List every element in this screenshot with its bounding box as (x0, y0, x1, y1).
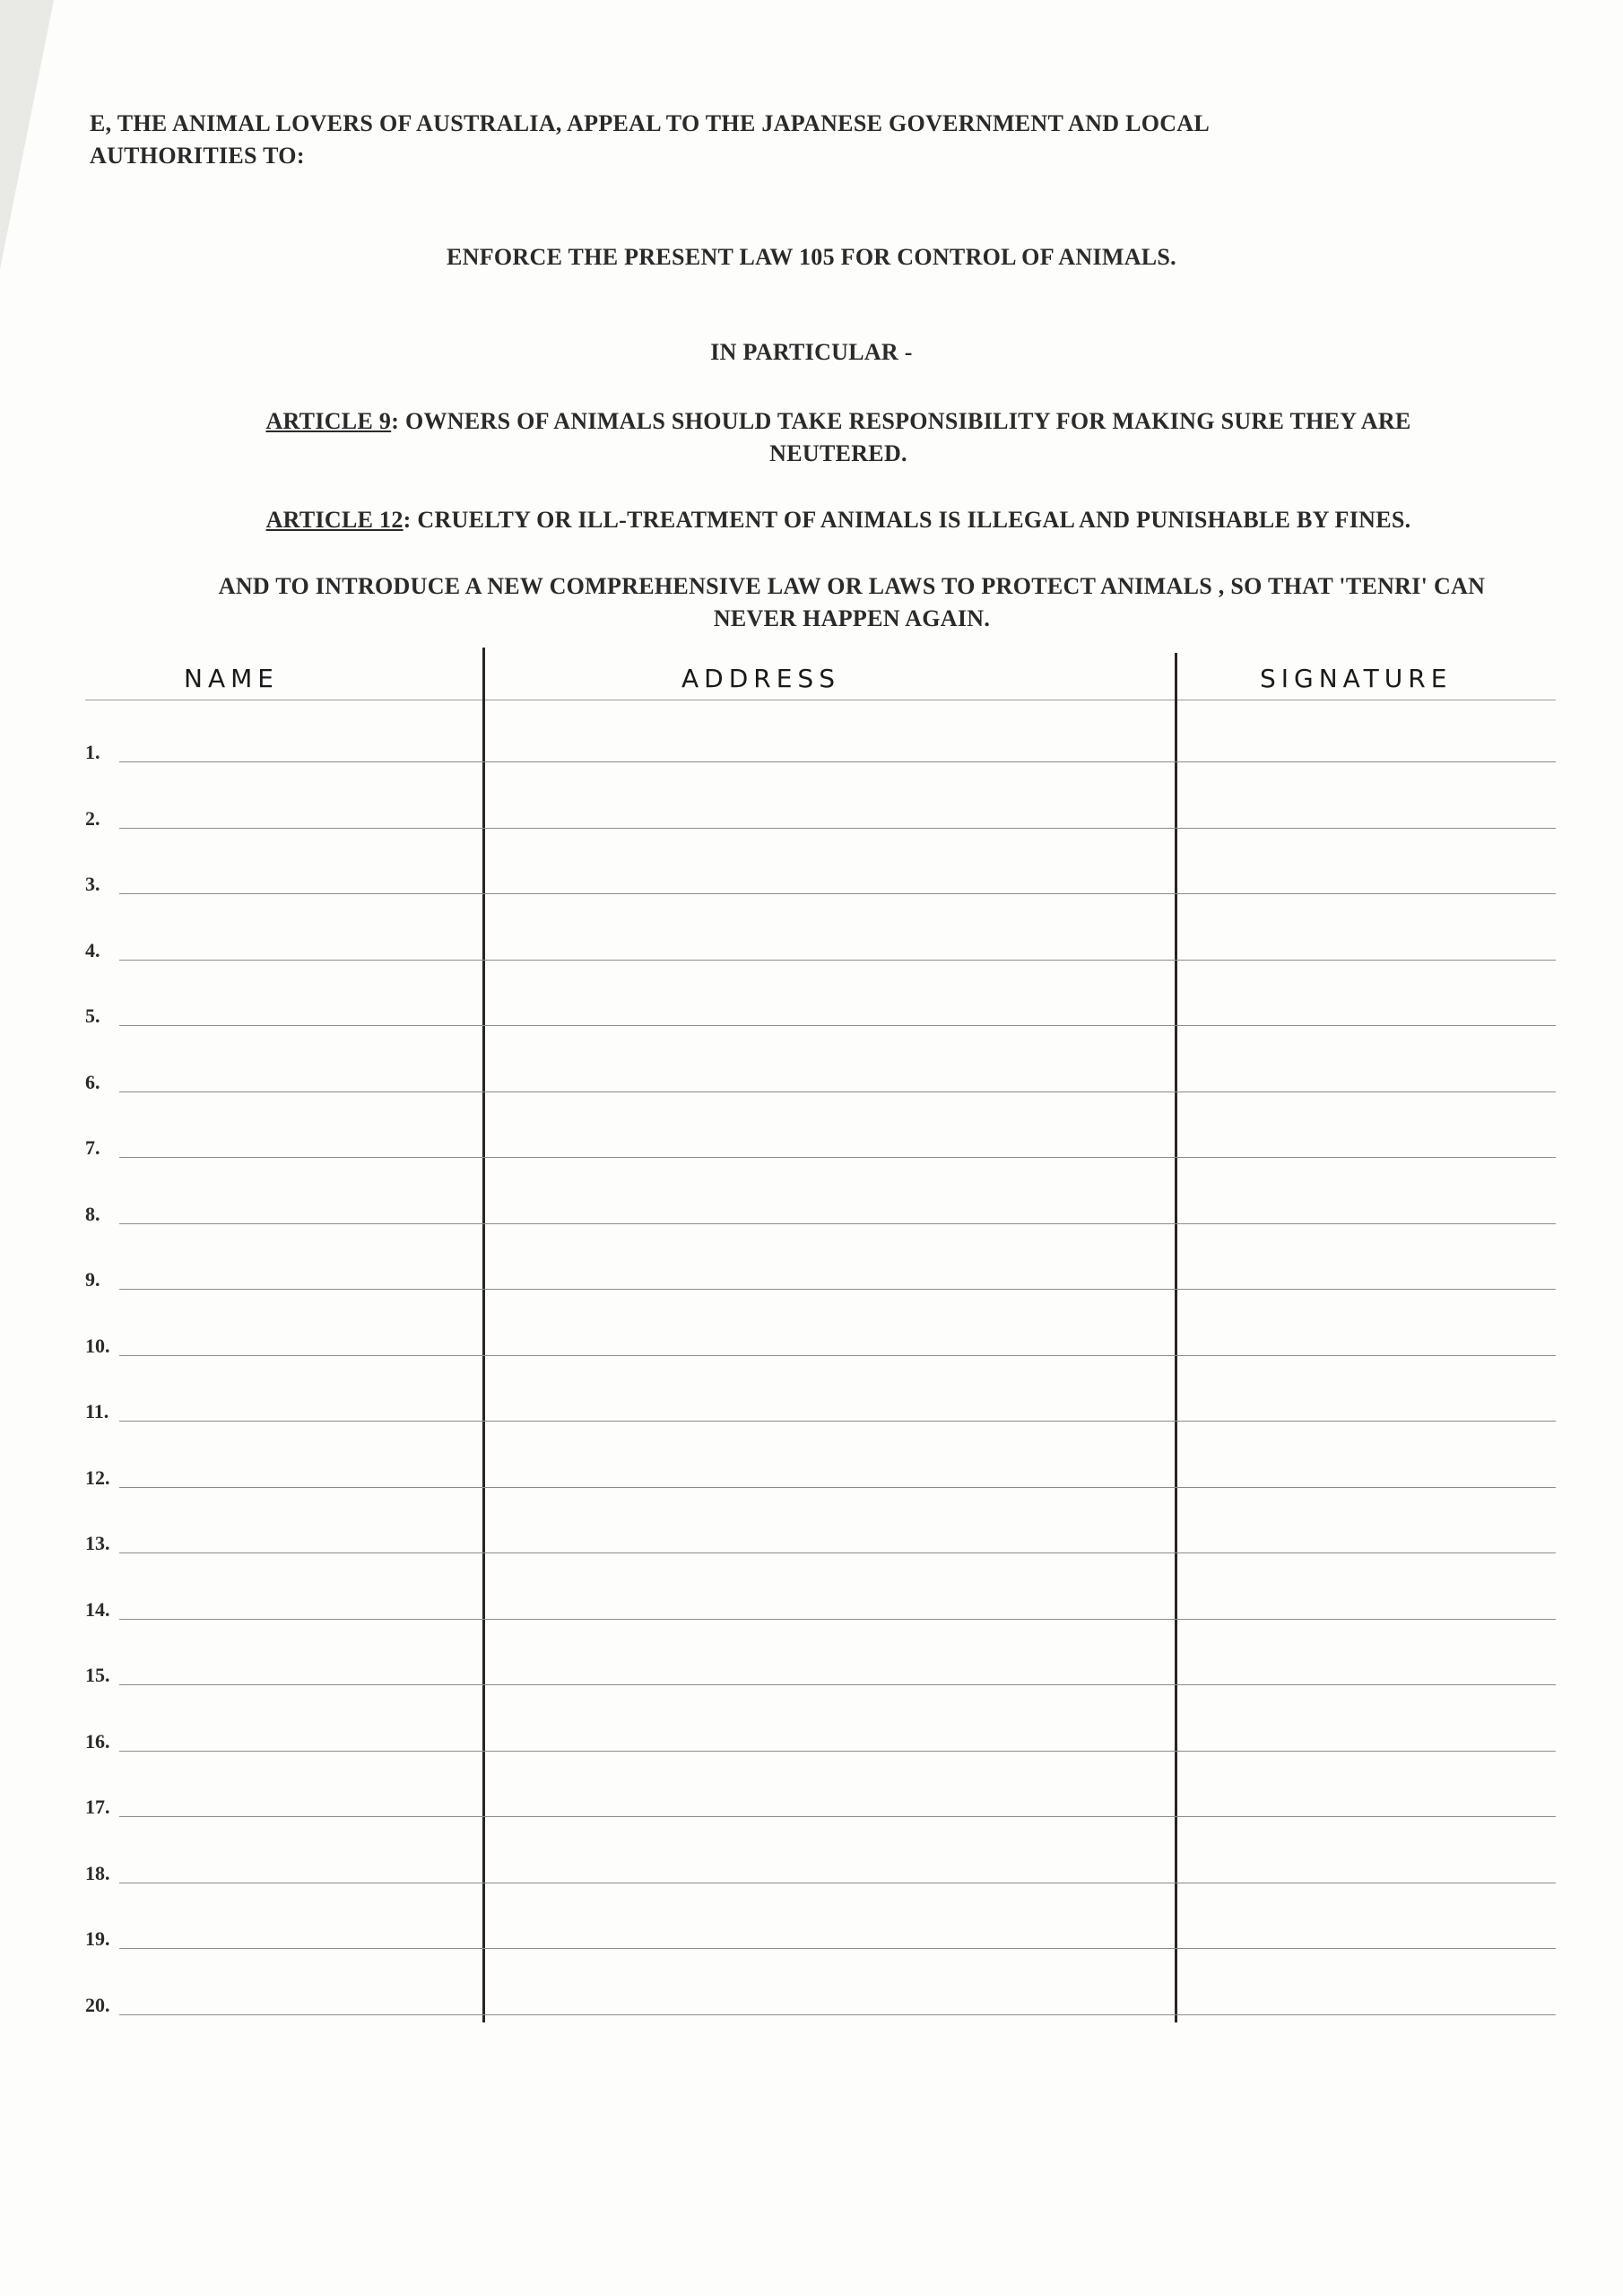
row-number: 3. (85, 873, 100, 895)
row-rule (119, 1684, 1556, 1685)
row-rule (119, 1619, 1556, 1620)
row-number: 8. (85, 1202, 100, 1225)
signature-row[interactable] (85, 990, 1556, 1026)
article-9-label: ARTICLE 9 (265, 408, 392, 434)
signature-row[interactable] (85, 1913, 1556, 1949)
row-number: 2. (85, 806, 100, 830)
row-number: 18. (85, 1861, 110, 1884)
row-number: 9. (85, 1268, 100, 1291)
row-rule (119, 1223, 1556, 1224)
row-rule (119, 893, 1556, 894)
row-rule (119, 1091, 1556, 1092)
row-rule (119, 1487, 1556, 1488)
row-number: 10. (85, 1334, 110, 1357)
row-rule (119, 2014, 1556, 2015)
row-number: 1. (85, 741, 100, 763)
article-12 (112, 504, 1565, 536)
row-rule (119, 960, 1556, 961)
row-number: 20. (85, 1993, 110, 2016)
article-12-label: ARTICLE 12 (265, 507, 404, 533)
row-number: 11. (85, 1400, 109, 1422)
row-number: 13. (85, 1532, 110, 1554)
intro-line-1: E, THE ANIMAL LOVERS OF AUSTRALIA, APPEAL TO THE JAPANESE GOVERNMENT AND LOCAL (90, 110, 1211, 136)
signature-row[interactable] (85, 1649, 1556, 1685)
signature-row[interactable] (85, 1518, 1556, 1553)
enforce-heading: ENFORCE THE PRESENT LAW 105 FOR CONTROL OF ANIMALS. (447, 244, 1176, 270)
row-number: 7. (85, 1136, 100, 1159)
signature-row[interactable] (85, 1122, 1556, 1158)
signature-row[interactable] (85, 858, 1556, 894)
row-number: 16. (85, 1729, 110, 1752)
row-number: 14. (85, 1597, 110, 1621)
closing-line-1: AND TO INTRODUCE A NEW COMPREHENSIVE LAW OR LAWS TO PROTECT ANIMALS , SO THAT 'TENRI' CAN (218, 573, 1486, 599)
article-9-text: : OWNERS OF ANIMALS SHOULD TAKE RESPONSIBILITY FOR MAKING SURE THEY ARE (391, 408, 1411, 434)
row-number: 12. (85, 1465, 110, 1489)
row-rule (119, 1157, 1556, 1158)
row-number: 19. (85, 1927, 110, 1950)
article-12-text: : CRUELTY OR ILL-TREATMENT OF ANIMALS IS ILLEGAL AND PUNISHABLE BY FINES. (403, 507, 1411, 533)
column-header-name: NAME (184, 664, 279, 693)
signature-row[interactable] (85, 1386, 1556, 1422)
row-number: 5. (85, 1004, 100, 1027)
signature-row[interactable] (85, 1452, 1556, 1488)
signature-row[interactable] (85, 1716, 1556, 1752)
row-number: 17. (85, 1796, 110, 1818)
row-rule (119, 1552, 1556, 1553)
row-number: 6. (85, 1070, 100, 1093)
signature-row[interactable] (85, 726, 1556, 762)
row-rule (119, 828, 1556, 829)
row-number: 15. (85, 1664, 110, 1686)
in-particular-heading: IN PARTICULAR - (710, 339, 913, 365)
row-number: 4. (85, 938, 100, 961)
row-rule (119, 1289, 1556, 1290)
signature-row[interactable] (85, 1848, 1556, 1883)
signature-row[interactable] (85, 1057, 1556, 1092)
article-9-text-2: NEUTERED. (769, 440, 907, 466)
petition-intro (90, 108, 1488, 172)
signature-row[interactable] (85, 793, 1556, 829)
signature-row[interactable] (85, 1320, 1556, 1356)
column-header-address: ADDRESS (681, 664, 840, 693)
article-9 (112, 405, 1565, 470)
closing-line-2: NEVER HAPPEN AGAIN. (713, 605, 991, 631)
row-rule (119, 761, 1556, 762)
signature-row[interactable] (85, 1188, 1556, 1224)
row-rule (119, 1816, 1556, 1817)
row-rule (119, 1025, 1556, 1026)
row-rule (119, 1421, 1556, 1422)
column-header-signature: SIGNATURE (1260, 664, 1453, 693)
closing-statement (112, 570, 1592, 635)
row-rule (119, 1751, 1556, 1752)
row-rule (119, 1948, 1556, 1949)
signature-row[interactable] (85, 1979, 1556, 2015)
signature-row[interactable] (85, 925, 1556, 961)
signature-row[interactable] (85, 1254, 1556, 1290)
signature-row[interactable] (85, 1584, 1556, 1620)
row-rule (119, 1355, 1556, 1356)
intro-line-2: AUTHORITIES TO: (90, 143, 305, 169)
signature-row[interactable] (85, 1781, 1556, 1817)
page-corner-fold (0, 0, 54, 269)
